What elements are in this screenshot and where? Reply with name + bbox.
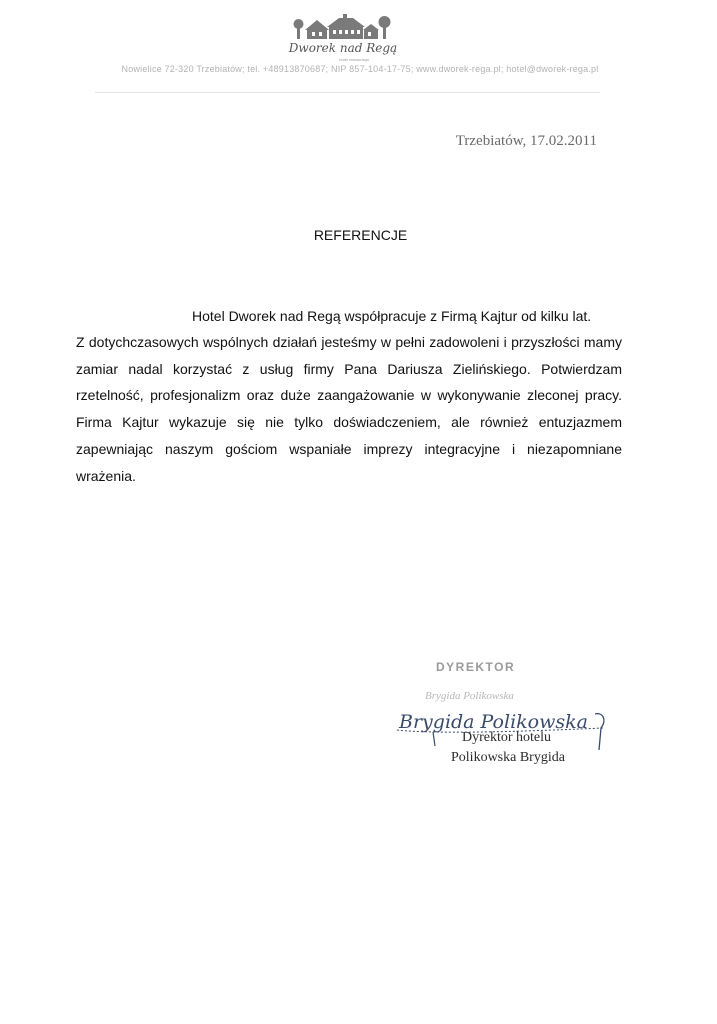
handwritten-signature (393, 698, 615, 758)
signature-text: Brygida Polikowska (399, 711, 588, 733)
place-date: Trzebiatów, 17.02.2011 (455, 133, 597, 149)
document-title: REFERENCJE (313, 227, 408, 243)
signatory-name: Polikowska Brygida (451, 750, 565, 765)
body-first-line: Hotel Dworek nad Regą współpracuje z Firmą Kajtur od kilku lat. (192, 308, 592, 324)
stamp-name: Brygida Polikowska (425, 690, 514, 702)
hotel-logo-image (283, 12, 403, 64)
stamp-title: DYREKTOR (436, 660, 516, 674)
body-paragraph: Z dotychczasowych wspólnych działań jesteśmy w pełni zadowoleni i przyszłości mamy zamiar nadal korzystać z usług firmy Pana Dariusza Zielińskiego. Potwierdzam rzetelność, profesjonalizm oraz duże zaangażowanie w wykonywanie zleconej pracy. Firma Kajtur wykazuje się nie tylko doświadczeniem, ale również entuzjazmem zapewniając naszym gościom wspaniałe imprezy integracyjne i niezapomniane wrażenia. (76, 334, 622, 484)
logo-tagline: hotel restauracja (339, 57, 369, 62)
logo-text: Dworek nad Regą (288, 41, 398, 55)
header-divider (95, 92, 600, 93)
hotel-logo (283, 12, 403, 64)
contact-line: Nowielice 72-320 Trzebiatów; tel. +48913870687; NIP 857-104-17-75; www.dworek-rega.pl; hotel@dworek-rega.pl (121, 64, 599, 74)
signatory-role: Dyrektor hotelu (462, 730, 552, 745)
signature-image (393, 698, 615, 758)
